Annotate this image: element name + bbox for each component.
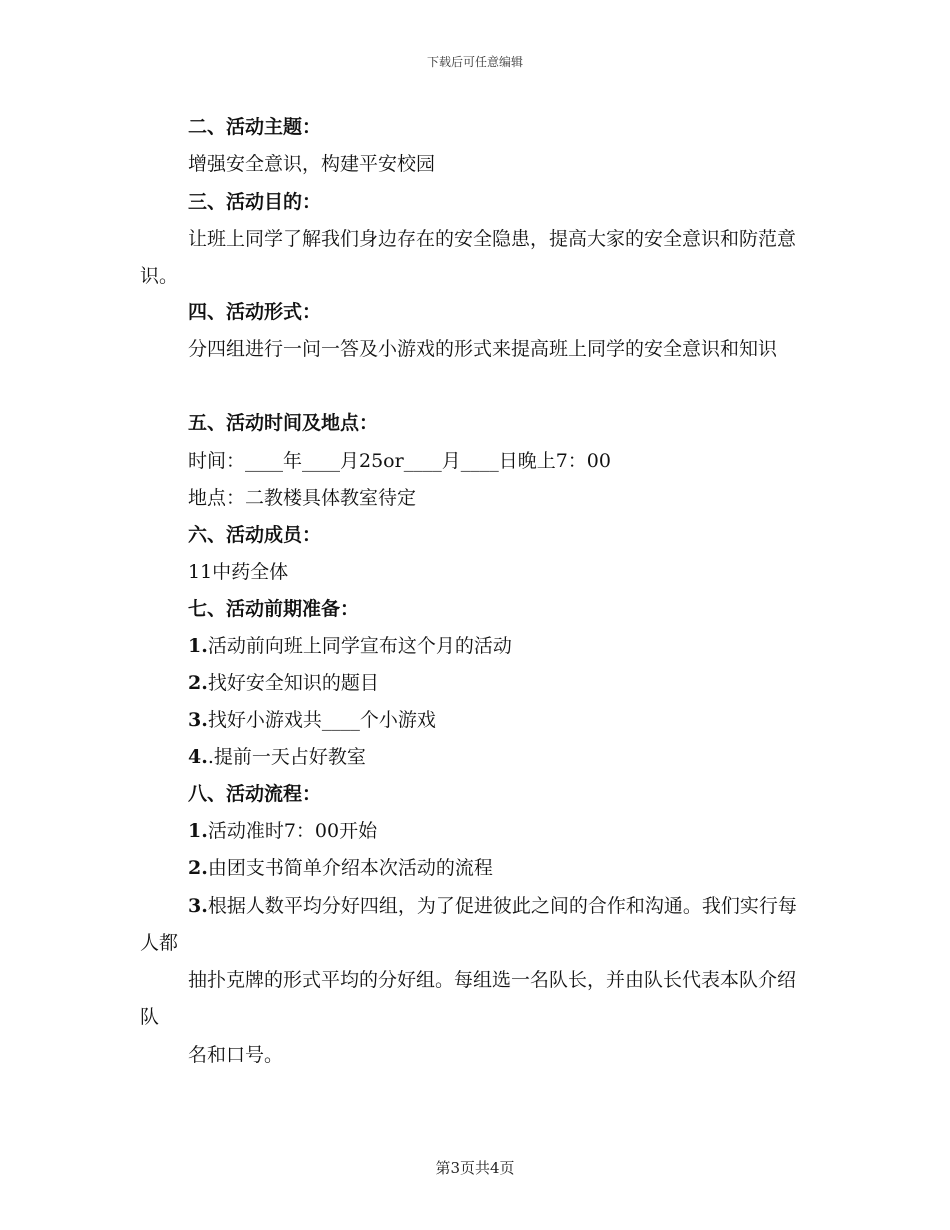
list-item-text: 找好小游戏共____个小游戏 (207, 709, 436, 731)
list-item-number: 2. (188, 857, 208, 879)
process-paragraph: 抽扑克牌的形式平均的分好组。每组选一名队长，并由队长代表本队介绍队 (140, 969, 797, 1028)
heading-activity-form: 四、活动形式： (188, 301, 322, 323)
list-item-number: 1. (188, 820, 208, 842)
activity-place-text: 地点：二教楼具体教室待定 (188, 487, 417, 509)
page-header: 下载后可任意编辑 (426, 55, 523, 69)
list-item-number: 4. (188, 746, 208, 768)
list-item-number: 3. (188, 895, 208, 917)
heading-preparation: 七、活动前期准备： (188, 598, 360, 620)
activity-form-text: 分四组进行一问一答及小游戏的形式来提高班上同学的安全意识和知识 (188, 338, 778, 360)
list-item (188, 745, 366, 769)
activity-purpose-text: 让班上同学了解我们身边存在的安全隐患，提高大家的安全意识和防范意识。 (140, 228, 797, 287)
list-item-number: 1. (188, 635, 208, 657)
list-item-number: 2. (188, 672, 208, 694)
list-item (188, 634, 512, 658)
heading-activity-theme: 二、活动主题： (188, 116, 322, 138)
list-item-text: 活动前向班上同学宣布这个月的活动 (207, 635, 512, 657)
list-item-text: .提前一天占好教室 (207, 746, 366, 768)
list-item-text: 根据人数平均分好四组，为了促进彼此之间的合作和沟通。我们实行每人都 (140, 895, 797, 954)
process-paragraph-end: 名和口号。 (188, 1044, 284, 1066)
list-item-text: 找好安全知识的题目 (207, 672, 379, 694)
activity-time-text: 时间：____年____月25or____月____日晚上7：00 (188, 450, 611, 472)
heading-activity-purpose: 三、活动目的： (188, 191, 322, 213)
members-text: 11中药全体 (188, 561, 289, 583)
list-item (140, 888, 800, 962)
list-item-number: 3. (188, 709, 208, 731)
activity-theme-text: 增强安全意识，构建平安校园 (188, 153, 436, 175)
list-item-text: 由团支书简单介绍本次活动的流程 (207, 857, 493, 879)
list-item (188, 819, 377, 843)
list-item (188, 856, 493, 880)
heading-members: 六、活动成员： (188, 524, 322, 546)
heading-time-place: 五、活动时间及地点： (188, 412, 379, 434)
page-footer: 第3页共4页 (435, 1159, 515, 1177)
heading-process: 八、活动流程： (188, 783, 322, 805)
list-item (188, 708, 436, 732)
list-item (188, 671, 379, 695)
list-item-text: 活动准时7：00开始 (207, 820, 378, 842)
